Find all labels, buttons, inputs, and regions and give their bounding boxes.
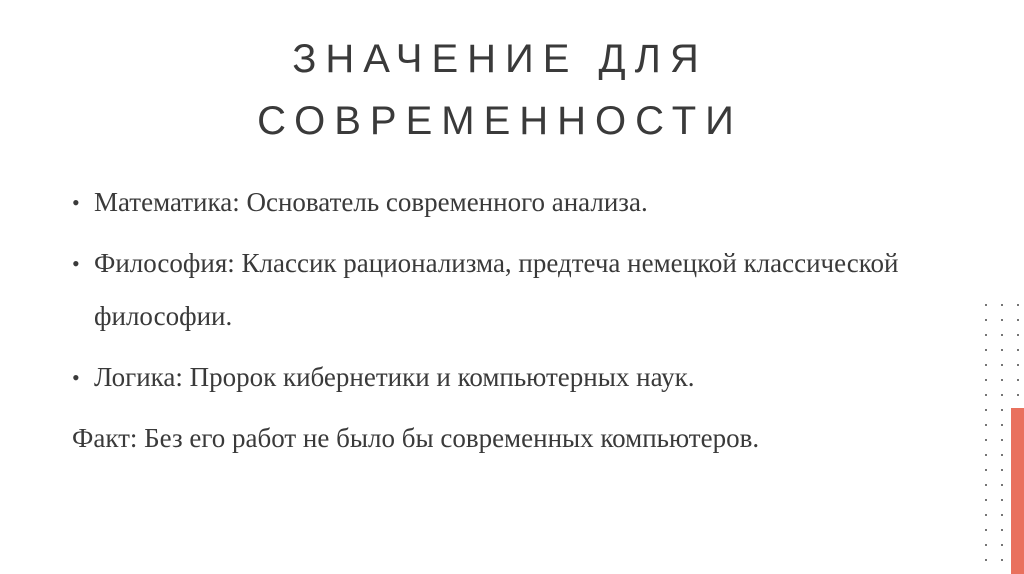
decorative-dot [1001,484,1003,486]
slide-body [72,176,952,465]
decorative-dot [1001,334,1003,336]
decorative-dot [1001,439,1003,441]
bullet-text: Основатель современного анализа. [239,187,648,217]
decorative-dot [985,454,987,456]
decorative-dot [1001,379,1003,381]
decorative-dot [985,499,987,501]
decorative-dot [1001,409,1003,411]
decorative-dot [1001,349,1003,351]
decorative-dot [985,409,987,411]
decorative-dot [1017,394,1019,396]
bullet-label: Философия: [94,248,235,278]
decorative-dot [985,424,987,426]
decorative-dot [985,304,987,306]
decorative-dot [985,349,987,351]
decorative-dot [985,484,987,486]
decorative-dot [1017,334,1019,336]
decorative-dot [1017,319,1019,321]
decorative-dot [1001,454,1003,456]
bullet-item-logic [72,351,952,404]
decorative-dot [985,394,987,396]
decorative-dot [1017,379,1019,381]
decorative-dot [985,559,987,561]
decorative-dot [1017,304,1019,306]
decorative-dot [1001,394,1003,396]
decorative-dot [1017,364,1019,366]
decorative-dot [1001,319,1003,321]
bullet-marker: • [72,365,80,390]
decorative-dot [985,529,987,531]
decorative-dot [985,334,987,336]
decorative-dot [1001,514,1003,516]
bullet-item-mathematics [72,176,952,229]
fact-label: Факт: [72,423,138,453]
decorative-dot [985,319,987,321]
decorative-dot [1001,304,1003,306]
decorative-dot [985,544,987,546]
slide-title [200,28,800,152]
bullet-label: Логика: [94,362,183,392]
fact-line [72,412,952,465]
bullet-marker: • [72,190,80,215]
bullet-label: Математика: [94,187,240,217]
slide-title-line-1: ЗНАЧЕНИЕ ДЛЯ [292,37,708,81]
decorative-dot [1017,349,1019,351]
bullet-item-philosophy [72,237,952,343]
decorative-dot [1001,559,1003,561]
decorative-dot [1001,529,1003,531]
decorative-dot [985,379,987,381]
fact-text: Без его работ не было бы современных компьютеров. [137,423,760,453]
slide-title-line-2: СОВРЕМЕННОСТИ [257,99,743,143]
decorative-dot [985,364,987,366]
decorative-dot [1001,364,1003,366]
decorative-accent-bar [1011,408,1024,574]
bullet-text: Пророк кибернетики и компьютерных наук. [182,362,695,392]
decorative-dot [1001,424,1003,426]
decorative-dot [1001,469,1003,471]
decorative-dot [985,469,987,471]
decorative-dot [985,514,987,516]
bullet-text: Классик рационализма, предтеча немецкой классической философии. [94,248,899,331]
decorative-dot [1001,499,1003,501]
decorative-dot [1001,544,1003,546]
decorative-dot [985,439,987,441]
bullet-marker: • [72,251,80,276]
